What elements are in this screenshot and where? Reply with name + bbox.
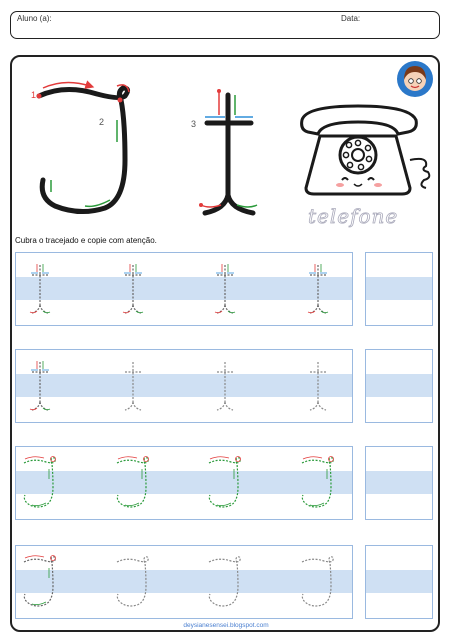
cursive-letter-trace-icon — [20, 554, 60, 610]
print-letter-trace-icon — [307, 358, 329, 414]
stroke-number-2: 2 — [99, 117, 105, 127]
cursive-letter-trace-icon — [298, 455, 338, 511]
print-capital-letter-icon — [195, 85, 265, 220]
practice-row — [15, 349, 353, 423]
guide-band — [16, 374, 352, 397]
stroke-number-3: 3 — [191, 119, 197, 129]
cursive-capital-letter-icon — [25, 80, 145, 220]
print-letter-trace-icon — [122, 358, 144, 414]
guide-band — [366, 570, 432, 593]
print-letter-trace-icon — [214, 358, 236, 414]
guide-band — [366, 277, 432, 300]
cursive-letter-trace-icon — [113, 455, 153, 511]
guide-band — [366, 374, 432, 397]
cursive-letter-trace-icon — [205, 554, 245, 610]
print-letter-trace-icon — [29, 358, 51, 414]
stroke-number-1: 1 — [31, 90, 37, 100]
picture-word: telefone — [308, 204, 399, 228]
copy-box[interactable] — [365, 252, 433, 326]
copy-box[interactable] — [365, 446, 433, 520]
guide-band — [16, 277, 352, 300]
guide-band — [366, 471, 432, 494]
print-letter-trace-icon — [307, 261, 329, 317]
student-header — [10, 11, 440, 39]
date-label: Data: — [341, 14, 361, 23]
avatar-icon — [396, 60, 434, 98]
copy-box[interactable] — [365, 545, 433, 619]
cursive-letter-trace-icon — [113, 554, 153, 610]
student-name-label: Aluno (a): — [17, 14, 52, 23]
copy-box[interactable] — [365, 349, 433, 423]
practice-row — [15, 252, 353, 326]
print-letter-trace-icon — [214, 261, 236, 317]
print-letter-trace-icon — [122, 261, 144, 317]
cursive-letter-trace-icon — [20, 455, 60, 511]
instruction-text: Cubra o tracejado e copie com atenção. — [15, 236, 157, 245]
cursive-letter-trace-icon — [298, 554, 338, 610]
footer-url: deysianesensei.blogspot.com — [183, 622, 269, 629]
print-letter-trace-icon — [29, 261, 51, 317]
telephone-icon — [298, 100, 438, 200]
cursive-letter-trace-icon — [205, 455, 245, 511]
